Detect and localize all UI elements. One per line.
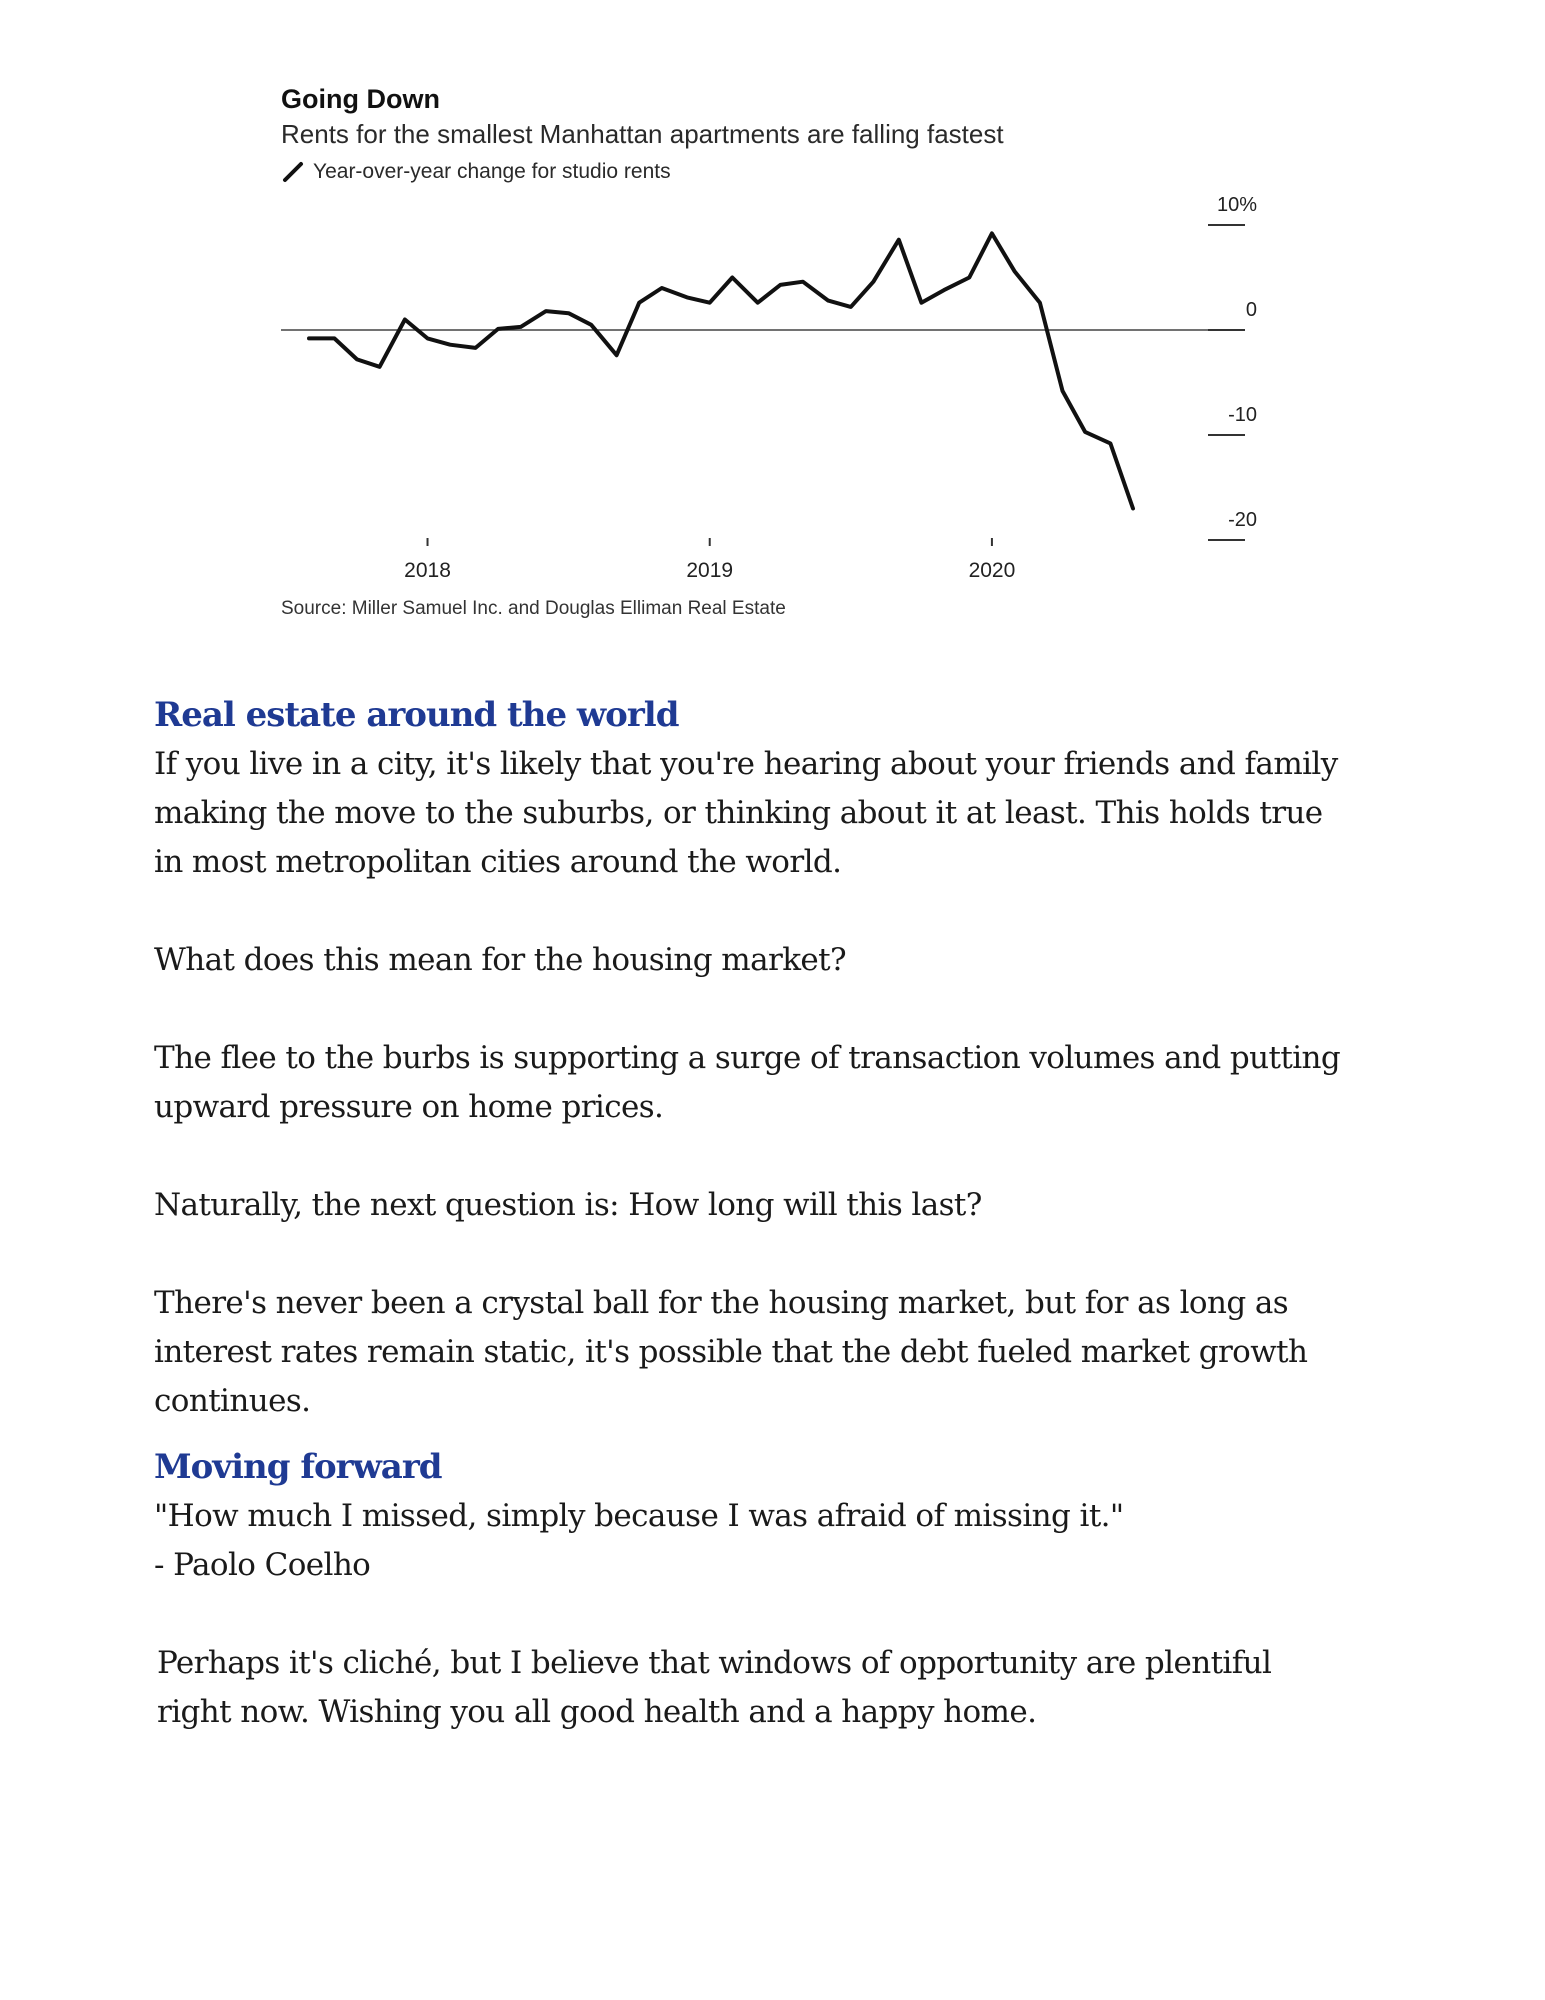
paragraph-question: What does this mean for the housing market?	[154, 942, 846, 978]
y-tick-label: 0	[1245, 299, 1257, 321]
chart-legend	[281, 158, 671, 186]
quote-author: - Paolo Coelho	[154, 1547, 371, 1583]
paragraph-line: There's never been a crystal ball for the housing market, but for as long as	[154, 1285, 1289, 1321]
quote-text: "How much I missed, simply because I was afraid of missing it."	[154, 1498, 1124, 1534]
paragraph-line: right now. Wishing you all good health and a happy home.	[157, 1694, 1037, 1730]
paragraph-line: continues.	[154, 1383, 311, 1419]
paragraph-line: Perhaps it's cliché, but I believe that windows of opportunity are plentiful	[157, 1645, 1272, 1681]
paragraph-line: making the move to the suburbs, or thinking about it at least. This holds true	[154, 795, 1323, 831]
x-tick-label: 2018	[404, 559, 451, 582]
paragraph-line: upward pressure on home prices.	[154, 1089, 664, 1125]
series-line-studio-rents	[309, 233, 1133, 508]
y-tick-label: -20	[1228, 509, 1257, 531]
line-swatch-icon	[281, 160, 305, 184]
paragraph-line: in most metropolitan cities around the world.	[154, 844, 842, 880]
paragraph-line: interest rates remain static, it's possible that the debt fueled market growth	[154, 1334, 1308, 1370]
chart-subtitle: Rents for the smallest Manhattan apartments are falling fastest	[281, 119, 1004, 149]
y-tick-label: 10%	[1216, 194, 1257, 216]
section-heading-moving-forward: Moving forward	[154, 1447, 442, 1487]
paragraph-line: If you live in a city, it's likely that you're hearing about your friends and family	[154, 746, 1338, 782]
y-tick-label: -10	[1228, 404, 1257, 426]
chart-source: Source: Miller Samuel Inc. and Douglas Elliman Real Estate	[281, 598, 786, 619]
chart-figure	[0, 0, 1545, 650]
x-tick-label: 2019	[686, 559, 734, 582]
chart-title: Going Down	[281, 84, 440, 114]
article-body	[154, 690, 1404, 1737]
chart-canvas	[0, 0, 1545, 650]
paragraph-line: The flee to the burbs is supporting a surge of transaction volumes and putting	[154, 1040, 1341, 1076]
paragraph-question: Naturally, the next question is: How long will this last?	[154, 1187, 982, 1223]
x-tick-label: 2020	[968, 559, 1016, 582]
section-heading-real-estate: Real estate around the world	[154, 695, 679, 735]
legend-label: Year-over-year change for studio rents	[313, 160, 671, 183]
